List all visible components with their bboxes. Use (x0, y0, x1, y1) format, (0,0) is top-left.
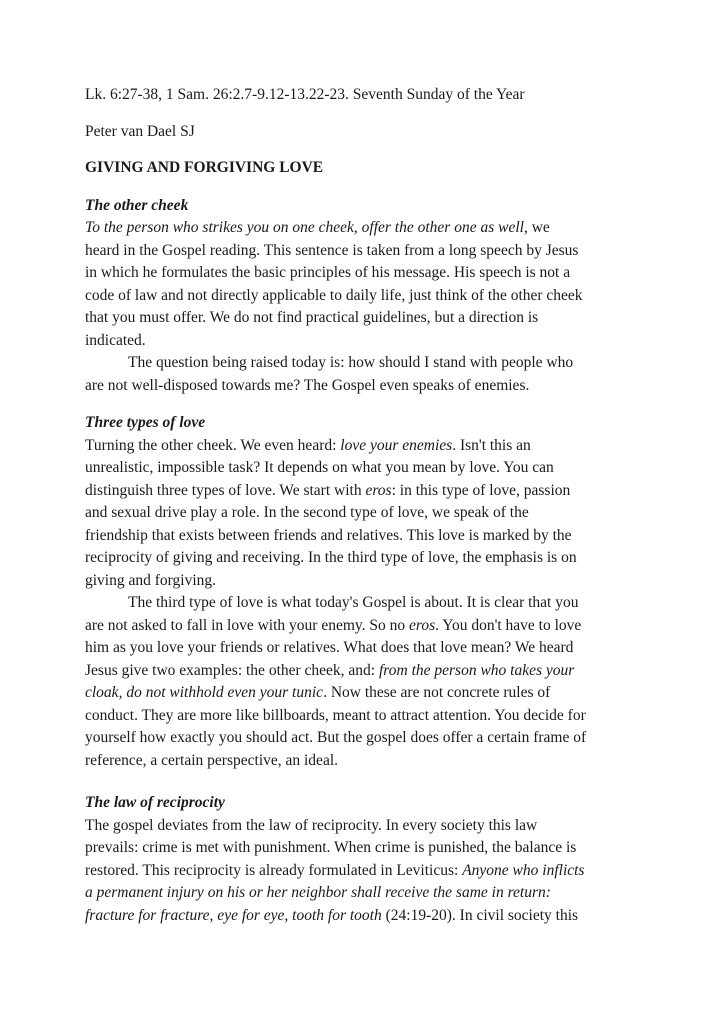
paragraph-line: Turning the other cheek. We even heard: love your enemies. Isn't this an (85, 436, 531, 454)
paragraph-line: code of law and not directly applicable to daily life, just think of the other cheek (85, 286, 583, 304)
paragraph-line: fracture for fracture, eye for eye, tooth for tooth (24:19-20). In civil society this (85, 906, 579, 924)
section-heading-three-types-of-love: Three types of love (85, 414, 206, 431)
paragraph-line: heard in the Gospel reading. This sentence is taken from a long speech by Jesus (85, 241, 579, 259)
paragraph-line: and sexual drive play a role. In the second type of love, we speak of the (85, 504, 529, 521)
author-line: Peter van Dael SJ (85, 122, 195, 140)
paragraph-line: unrealistic, impossible task? It depends on what you mean by love. You can (85, 459, 554, 476)
paragraph-line: in which he formulates the basic principles of his message. His speech is not a (85, 264, 571, 281)
paragraph-line: prevails: crime is met with punishment. When crime is punished, the balance is (85, 839, 577, 856)
paragraph-line: a permanent injury on his or her neighbor shall receive the same in return: (85, 884, 551, 901)
paragraph-line: restored. This reciprocity is already formulated in Leviticus: Anyone who inflicts (85, 861, 585, 879)
document-title: GIVING AND FORGIVING LOVE (85, 159, 324, 176)
paragraph-line: The third type of love is what today's Gospel is about. It is clear that you (128, 594, 579, 611)
paragraph-line: are not asked to fall in love with your enemy. So no eros. You don't have to love (85, 616, 582, 634)
paragraph-line: yourself how exactly you should act. But the gospel does offer a certain frame of (85, 729, 587, 746)
paragraph-line: To the person who strikes you on one cheek, offer the other one as well, we (85, 219, 550, 236)
paragraph-line: conduct. They are more like billboards, meant to attract attention. You decide for (85, 706, 586, 724)
document-page (85, 84, 645, 927)
section-heading-law-of-reciprocity: The law of reciprocity (85, 794, 225, 811)
paragraph-line: reciprocity of giving and receiving. In the third type of love, the emphasis is on (85, 549, 577, 566)
paragraph-line: friendship that exists between friends and relatives. This love is marked by the (85, 526, 572, 544)
paragraph-line: The question being raised today is: how should I stand with people who (128, 354, 574, 371)
paragraph-line: reference, a certain perspective, an ideal. (85, 751, 339, 769)
readings-line: Lk. 6:27-38, 1 Sam. 26:2.7-9.12-13.22-23. Seventh Sunday of the Year (85, 86, 525, 103)
paragraph-line: distinguish three types of love. We start with eros: in this type of love, passion (85, 481, 571, 499)
paragraph-line: Jesus give two examples: the other cheek, and: from the person who takes your (85, 661, 575, 679)
paragraph-line: giving and forgiving. (85, 571, 217, 589)
paragraph-line: him as you love your friends or relatives. What does that love mean? We heard (85, 639, 574, 656)
paragraph-line: The gospel deviates from the law of reciprocity. In every society this law (85, 816, 538, 834)
paragraph-line: that you must offer. We do not find practical guidelines, but a direction is (85, 309, 539, 326)
paragraph-line: indicated. (85, 331, 146, 349)
paragraph-line: cloak, do not withhold even your tunic. Now these are not concrete rules of (85, 684, 551, 701)
section-heading-other-cheek: The other cheek (85, 196, 189, 214)
paragraph-line: are not well-disposed towards me? The Gospel even speaks of enemies. (85, 376, 530, 394)
